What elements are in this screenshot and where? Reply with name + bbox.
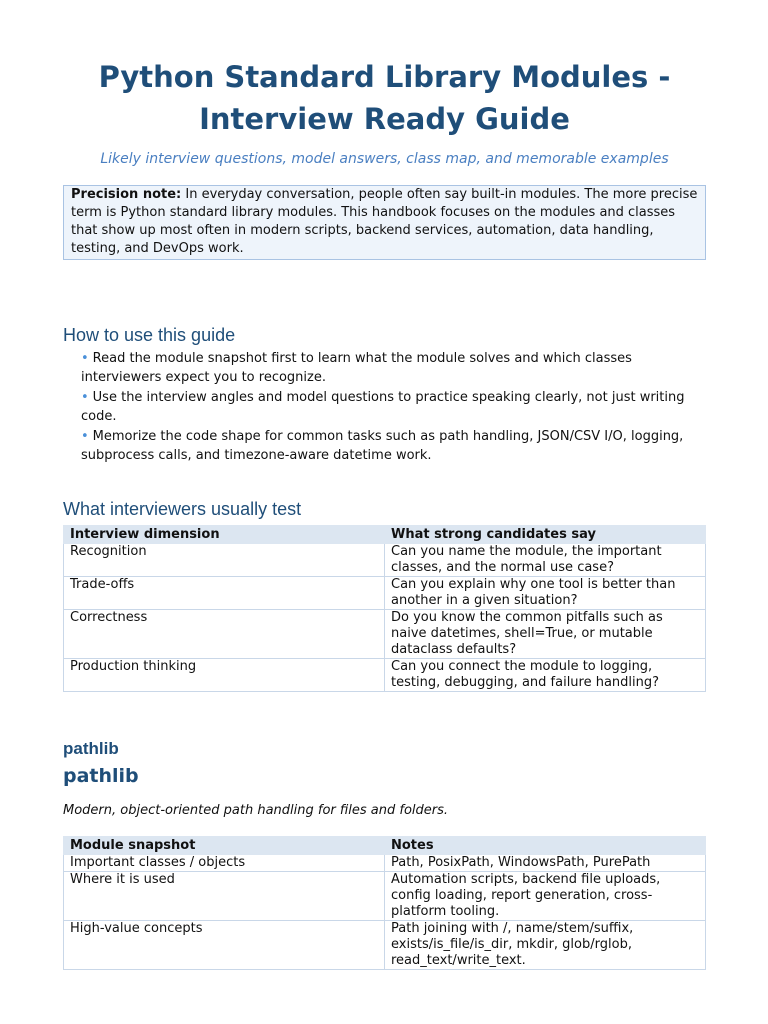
table-header-cell: Interview dimension bbox=[64, 526, 385, 544]
list-item bbox=[81, 388, 701, 426]
pathlib-heading-small: pathlib bbox=[63, 739, 119, 758]
how-to-heading: How to use this guide bbox=[63, 325, 236, 345]
table-cell: Path joining with /, name/stem/suffix, exists/is_file/is_dir, mkdir, glob/rglob, read_text/write_text. bbox=[385, 921, 706, 970]
table-cell: High-value concepts bbox=[64, 921, 385, 970]
table-row bbox=[64, 544, 706, 577]
table-cell: Path, PosixPath, WindowsPath, PurePath bbox=[385, 855, 706, 872]
table-header-row bbox=[64, 526, 706, 544]
bullet-text: Memorize the code shape for common tasks such as path handling, JSON/CSV I/O, logging, subprocess calls, and timezone-aware datetime work. bbox=[81, 429, 684, 463]
table-cell: Do you know the common pitfalls such as naive datetimes, shell=True, or mutable dataclass defaults? bbox=[385, 610, 706, 659]
table-row bbox=[64, 855, 706, 872]
precision-note-text: In everyday conversation, people often say built-in modules. The more precise term is Python standard library modules. This handbook focuses on the modules and classes that show up most often in modern scripts, backend services, automation, data handling, testing, and DevOps work. bbox=[71, 187, 698, 256]
table-row bbox=[64, 610, 706, 659]
how-to-bullet-list bbox=[81, 349, 701, 466]
table-header-cell: Module snapshot bbox=[64, 837, 385, 855]
list-item bbox=[81, 427, 701, 465]
pathlib-snapshot-table bbox=[63, 836, 706, 970]
table-cell: Trade-offs bbox=[64, 577, 385, 610]
bullet-icon: • bbox=[81, 429, 89, 444]
table-cell: Can you name the module, the important classes, and the normal use case? bbox=[385, 544, 706, 577]
table-row bbox=[64, 659, 706, 692]
table-header-cell: What strong candidates say bbox=[385, 526, 706, 544]
table-header-cell: Notes bbox=[385, 837, 706, 855]
bullet-icon: • bbox=[81, 351, 89, 366]
document-title bbox=[63, 56, 706, 140]
table-row bbox=[64, 921, 706, 970]
table-cell: Recognition bbox=[64, 544, 385, 577]
document-subtitle: Likely interview questions, model answers, class map, and memorable examples bbox=[100, 151, 669, 167]
table-cell: Important classes / objects bbox=[64, 855, 385, 872]
table-cell: Automation scripts, backend file uploads, config loading, report generation, cross-platform tooling. bbox=[385, 872, 706, 921]
table-cell: Production thinking bbox=[64, 659, 385, 692]
table-header-row bbox=[64, 837, 706, 855]
table-cell: Can you connect the module to logging, testing, debugging, and failure handling? bbox=[385, 659, 706, 692]
list-item bbox=[81, 349, 701, 387]
interviewers-test-heading: What interviewers usually test bbox=[63, 499, 302, 519]
bullet-text: Read the module snapshot first to learn what the module solves and which classes interviewers expect you to recognize. bbox=[81, 351, 632, 385]
table-cell: Correctness bbox=[64, 610, 385, 659]
pathlib-heading-large: pathlib bbox=[63, 765, 139, 787]
table-cell: Where it is used bbox=[64, 872, 385, 921]
title-line-1: Python Standard Library Modules - bbox=[98, 60, 671, 94]
precision-note-label: Precision note: bbox=[71, 187, 182, 202]
table-row bbox=[64, 872, 706, 921]
table-row bbox=[64, 577, 706, 610]
bullet-text: Use the interview angles and model questions to practice speaking clearly, not just writing code. bbox=[81, 390, 685, 424]
table-cell: Can you explain why one tool is better than another in a given situation? bbox=[385, 577, 706, 610]
precision-note-box bbox=[63, 185, 706, 260]
pathlib-description: Modern, object-oriented path handling for files and folders. bbox=[63, 803, 449, 818]
interview-dimensions-table bbox=[63, 525, 706, 692]
title-line-2: Interview Ready Guide bbox=[199, 102, 570, 136]
bullet-icon: • bbox=[81, 390, 89, 405]
